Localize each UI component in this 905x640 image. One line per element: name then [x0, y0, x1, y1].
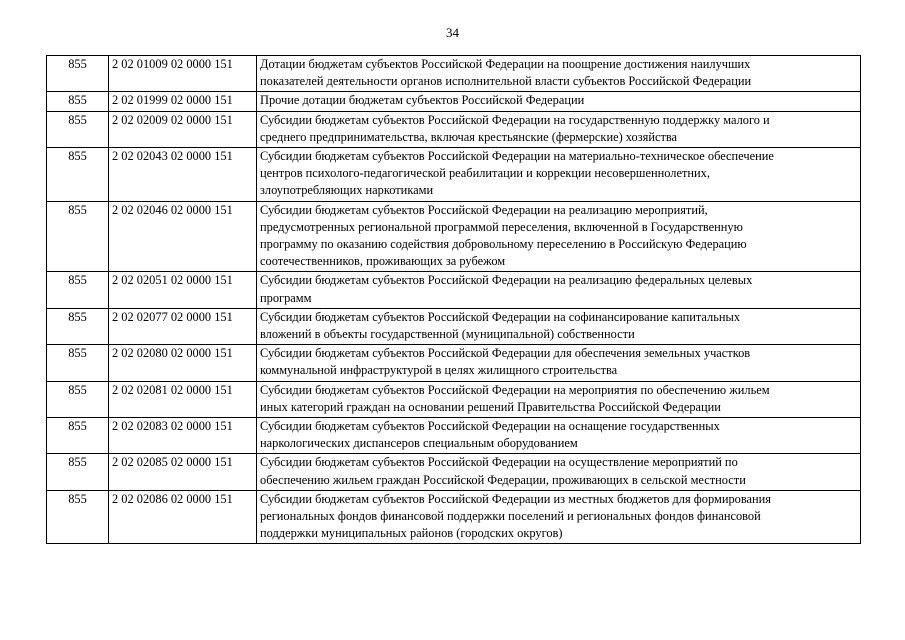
revenue-name-line: обеспечению жильем граждан Российской Федерации, проживающих в сельской местности: [260, 472, 746, 487]
revenue-name-line: программу по оказанию содействия добровольному переселению в Российскую Федерацию: [260, 237, 747, 252]
revenue-name-cell: [257, 56, 861, 92]
revenue-code-cell: 2 02 02081 02 0000 151: [109, 381, 257, 417]
revenue-name-line: региональных фондов финансовой поддержки поселений и региональных фондов финансовой: [260, 509, 761, 524]
revenue-name-line: Субсидии бюджетам субъектов Российской Федерации на мероприятия по обеспечению жильем: [260, 382, 770, 397]
table-row: [47, 454, 861, 490]
revenue-name-cell: [257, 454, 861, 490]
revenue-name-line: среднего предпринимательства, включая крестьянские (фермерские) хозяйства: [260, 129, 678, 144]
table-row: [47, 308, 861, 344]
revenue-name-line: Субсидии бюджетам субъектов Российской Федерации на оснащение государственных: [260, 419, 720, 434]
revenue-code-cell: 2 02 02043 02 0000 151: [109, 148, 257, 202]
revenue-name-line: вложений в объекты государственной (муниципальной) собственности: [260, 327, 635, 342]
revenue-name-line: предусмотренных региональной программой переселения, включенной в Государственную: [260, 219, 743, 234]
revenue-name-line: Субсидии бюджетам субъектов Российской Федерации на материально-техническое обеспечение: [260, 149, 774, 164]
table-row: [47, 272, 861, 308]
table-row: [47, 92, 861, 111]
admin-code-cell: 855: [47, 56, 109, 92]
table-row: [47, 490, 861, 544]
revenue-name-cell: [257, 111, 861, 147]
admin-code-cell: 855: [47, 490, 109, 544]
revenue-name-line: Субсидии бюджетам субъектов Российской Федерации на софинансирование капитальных: [260, 309, 741, 324]
admin-code-cell: 855: [47, 345, 109, 381]
revenue-code-cell: 2 02 02009 02 0000 151: [109, 111, 257, 147]
page-number: 34: [446, 25, 459, 40]
revenue-name-line: Субсидии бюджетам субъектов Российской Федерации на осуществление мероприятий по: [260, 455, 738, 470]
admin-code-cell: 855: [47, 148, 109, 202]
revenue-name-line: иных категорий граждан на основании решений Правительства Российской Федерации: [260, 399, 721, 414]
revenue-name-line: программ: [260, 290, 312, 305]
table-row: [47, 418, 861, 454]
revenue-name-cell: [257, 490, 861, 544]
revenue-name-line: Субсидии бюджетам субъектов Российской Федерации на государственную поддержку малого и: [260, 112, 770, 127]
revenue-name-line: центров психолого-педагогической реабилитации и коррекции несовершеннолетних,: [260, 166, 710, 181]
table-row: [47, 381, 861, 417]
revenue-code-cell: 2 02 02085 02 0000 151: [109, 454, 257, 490]
admin-code-cell: 855: [47, 454, 109, 490]
admin-code-cell: 855: [47, 111, 109, 147]
revenue-name-line: злоупотребляющих наркотиками: [260, 183, 434, 198]
revenue-name-cell: [257, 92, 861, 111]
revenue-name-line: коммунальной инфраструктурой в целях жилищного строительства: [260, 363, 618, 378]
revenue-name-line: показателей деятельности органов исполнительной власти субъектов Российской Федерации: [260, 74, 752, 89]
table-row: [47, 345, 861, 381]
admin-code-cell: 855: [47, 201, 109, 272]
revenue-name-line: соотечественников, проживающих за рубежом: [260, 254, 506, 269]
revenue-name-line: Субсидии бюджетам субъектов Российской Федерации на реализацию мероприятий,: [260, 202, 708, 217]
revenue-name-line: Субсидии бюджетам субъектов Российской Федерации на реализацию федеральных целевых: [260, 273, 753, 288]
table-row: [47, 201, 861, 272]
table-row: [47, 56, 861, 92]
admin-code-cell: 855: [47, 272, 109, 308]
revenue-name-line: Субсидии бюджетам субъектов Российской Федерации для обеспечения земельных участков: [260, 346, 751, 361]
admin-code-cell: 855: [47, 308, 109, 344]
admin-code-cell: 855: [47, 92, 109, 111]
revenue-code-cell: 2 02 01009 02 0000 151: [109, 56, 257, 92]
revenue-name-line: Прочие дотации бюджетам субъектов Российской Федерации: [260, 93, 585, 108]
revenue-code-cell: 2 02 02046 02 0000 151: [109, 201, 257, 272]
revenue-code-cell: 2 02 01999 02 0000 151: [109, 92, 257, 111]
revenue-code-cell: 2 02 02083 02 0000 151: [109, 418, 257, 454]
revenue-code-cell: 2 02 02080 02 0000 151: [109, 345, 257, 381]
revenue-code-cell: 2 02 02077 02 0000 151: [109, 308, 257, 344]
revenue-name-line: Дотации бюджетам субъектов Российской Федерации на поощрение достижения наилучших: [260, 57, 751, 71]
budget-classification-table: [46, 55, 861, 544]
revenue-name-cell: [257, 418, 861, 454]
revenue-name-cell: [257, 345, 861, 381]
table-row: [47, 111, 861, 147]
revenue-name-line: поддержки муниципальных районов (городских округов): [260, 526, 563, 541]
table-body: [47, 56, 861, 544]
revenue-name-cell: [257, 201, 861, 272]
revenue-code-cell: 2 02 02086 02 0000 151: [109, 490, 257, 544]
revenue-name-cell: [257, 148, 861, 202]
admin-code-cell: 855: [47, 381, 109, 417]
revenue-name-line: Субсидии бюджетам субъектов Российской Федерации из местных бюджетов для формирования: [260, 491, 772, 506]
revenue-name-cell: [257, 381, 861, 417]
revenue-name-cell: [257, 308, 861, 344]
revenue-code-cell: 2 02 02051 02 0000 151: [109, 272, 257, 308]
revenue-name-cell: [257, 272, 861, 308]
table-row: [47, 148, 861, 202]
revenue-name-line: наркологических диспансеров специальным оборудованием: [260, 436, 578, 451]
admin-code-cell: 855: [47, 418, 109, 454]
